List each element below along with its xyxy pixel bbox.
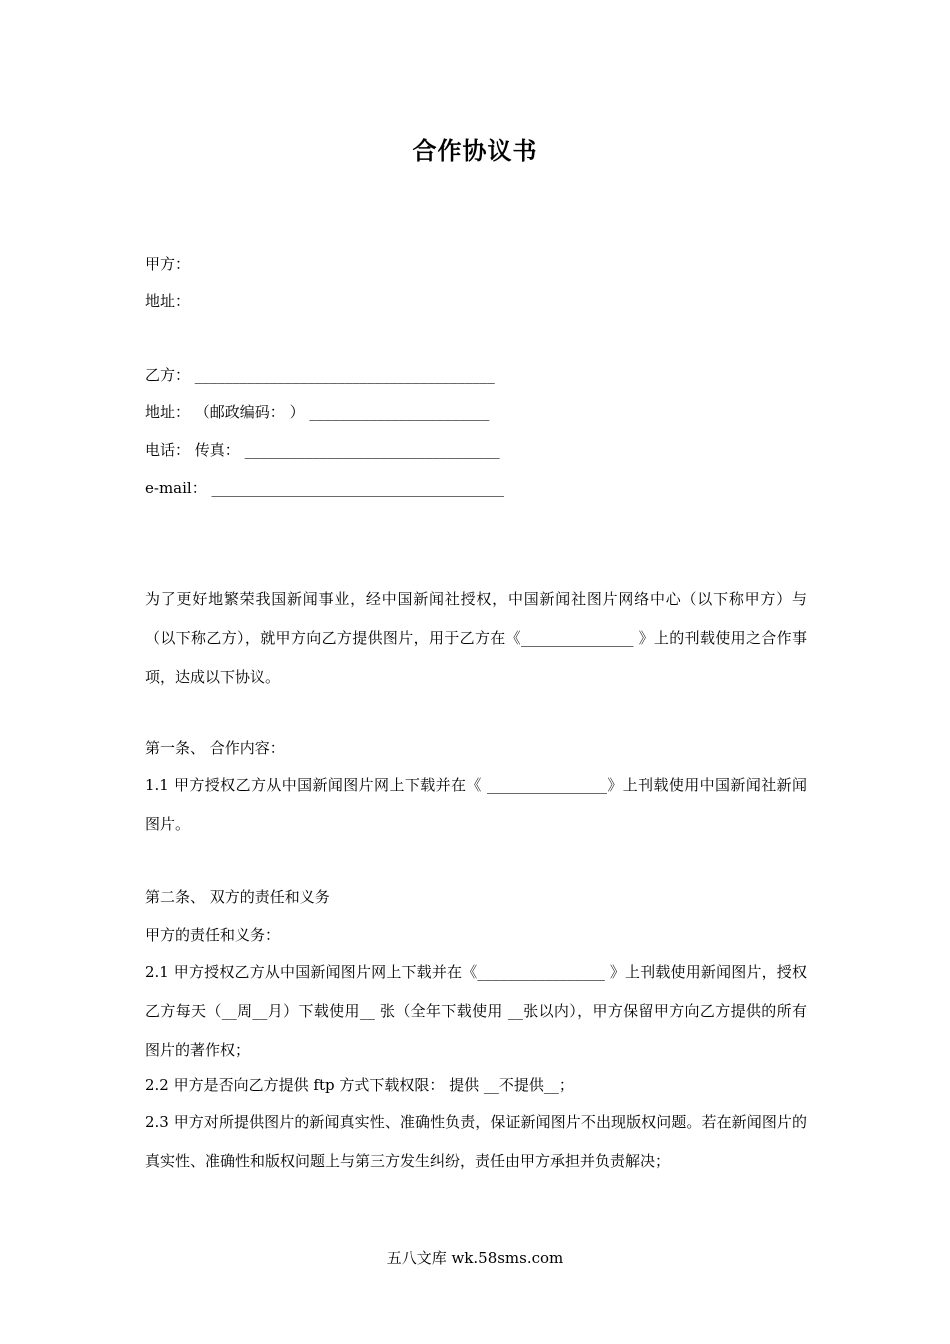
article1-heading: 第一条、 合作内容：: [145, 739, 285, 757]
document-title: 合作协议书: [412, 136, 538, 165]
party-a-address-label: 地址：: [145, 292, 191, 310]
party-b-blank: ________________________________________: [194, 366, 495, 384]
party-b-address-label: 地址：: [145, 403, 191, 421]
article2-item-2-3: 2.3 甲方对所提供图片的新闻真实性、准确性负责，保证新闻图片不出现版权问题。若在新闻图片的真实性、准确性和版权问题上与第三方发生纠纷，责任由甲方承担并负责解决；: [145, 1113, 807, 1170]
article2-heading: 第二条、 双方的责任和义务: [145, 888, 330, 906]
party-b-phone-label: 电话： 传真：: [145, 441, 240, 459]
party-b-line: [145, 365, 495, 385]
party-b-postal: （邮政编码： ）: [194, 403, 305, 421]
party-b-address-line: [145, 402, 489, 422]
article2-item-2-1: 2.1 甲方授权乙方从中国新闻图片网上下载并在《_________________ 》上刊载使用新闻图片，授权乙方每天（__周__月）下载使用__ 张（全年下载使用 __张以内），甲方保留甲方向乙方提供的所有图片的著作权；: [145, 963, 807, 1059]
article2-sub-heading: 甲方的责任和义务：: [145, 926, 281, 944]
party-b-address-blank: ________________________: [309, 403, 490, 421]
party-b-label: 乙方：: [145, 366, 191, 384]
article1-item-1-1: 1.1 甲方授权乙方从中国新闻图片网上下载并在《 ________________》上刊载使用中国新闻社新闻图片。: [145, 776, 807, 833]
party-a-label: 甲方：: [145, 255, 191, 273]
party-b-email-blank: _______________________________________: [211, 479, 504, 497]
party-b-email-label: e-mail：: [145, 479, 207, 497]
article2-item-2-2: 2.2 甲方是否向乙方提供 ftp 方式下载权限： 提供 __不提供__；: [145, 1076, 574, 1094]
footer-watermark: 五八文库 wk.58sms.com: [386, 1249, 564, 1267]
party-b-email-line: [145, 478, 504, 498]
party-b-phone-blank: __________________________________: [244, 441, 500, 459]
intro-paragraph: 为了更好地繁荣我国新闻事业，经中国新闻社授权，中国新闻社图片网络中心（以下称甲方）与 （以下称乙方），就甲方向乙方提供图片，用于乙方在《_______________ 》上的刊载使用之合作事项，达成以下协议。: [145, 590, 807, 686]
party-b-phone-line: [145, 440, 500, 460]
